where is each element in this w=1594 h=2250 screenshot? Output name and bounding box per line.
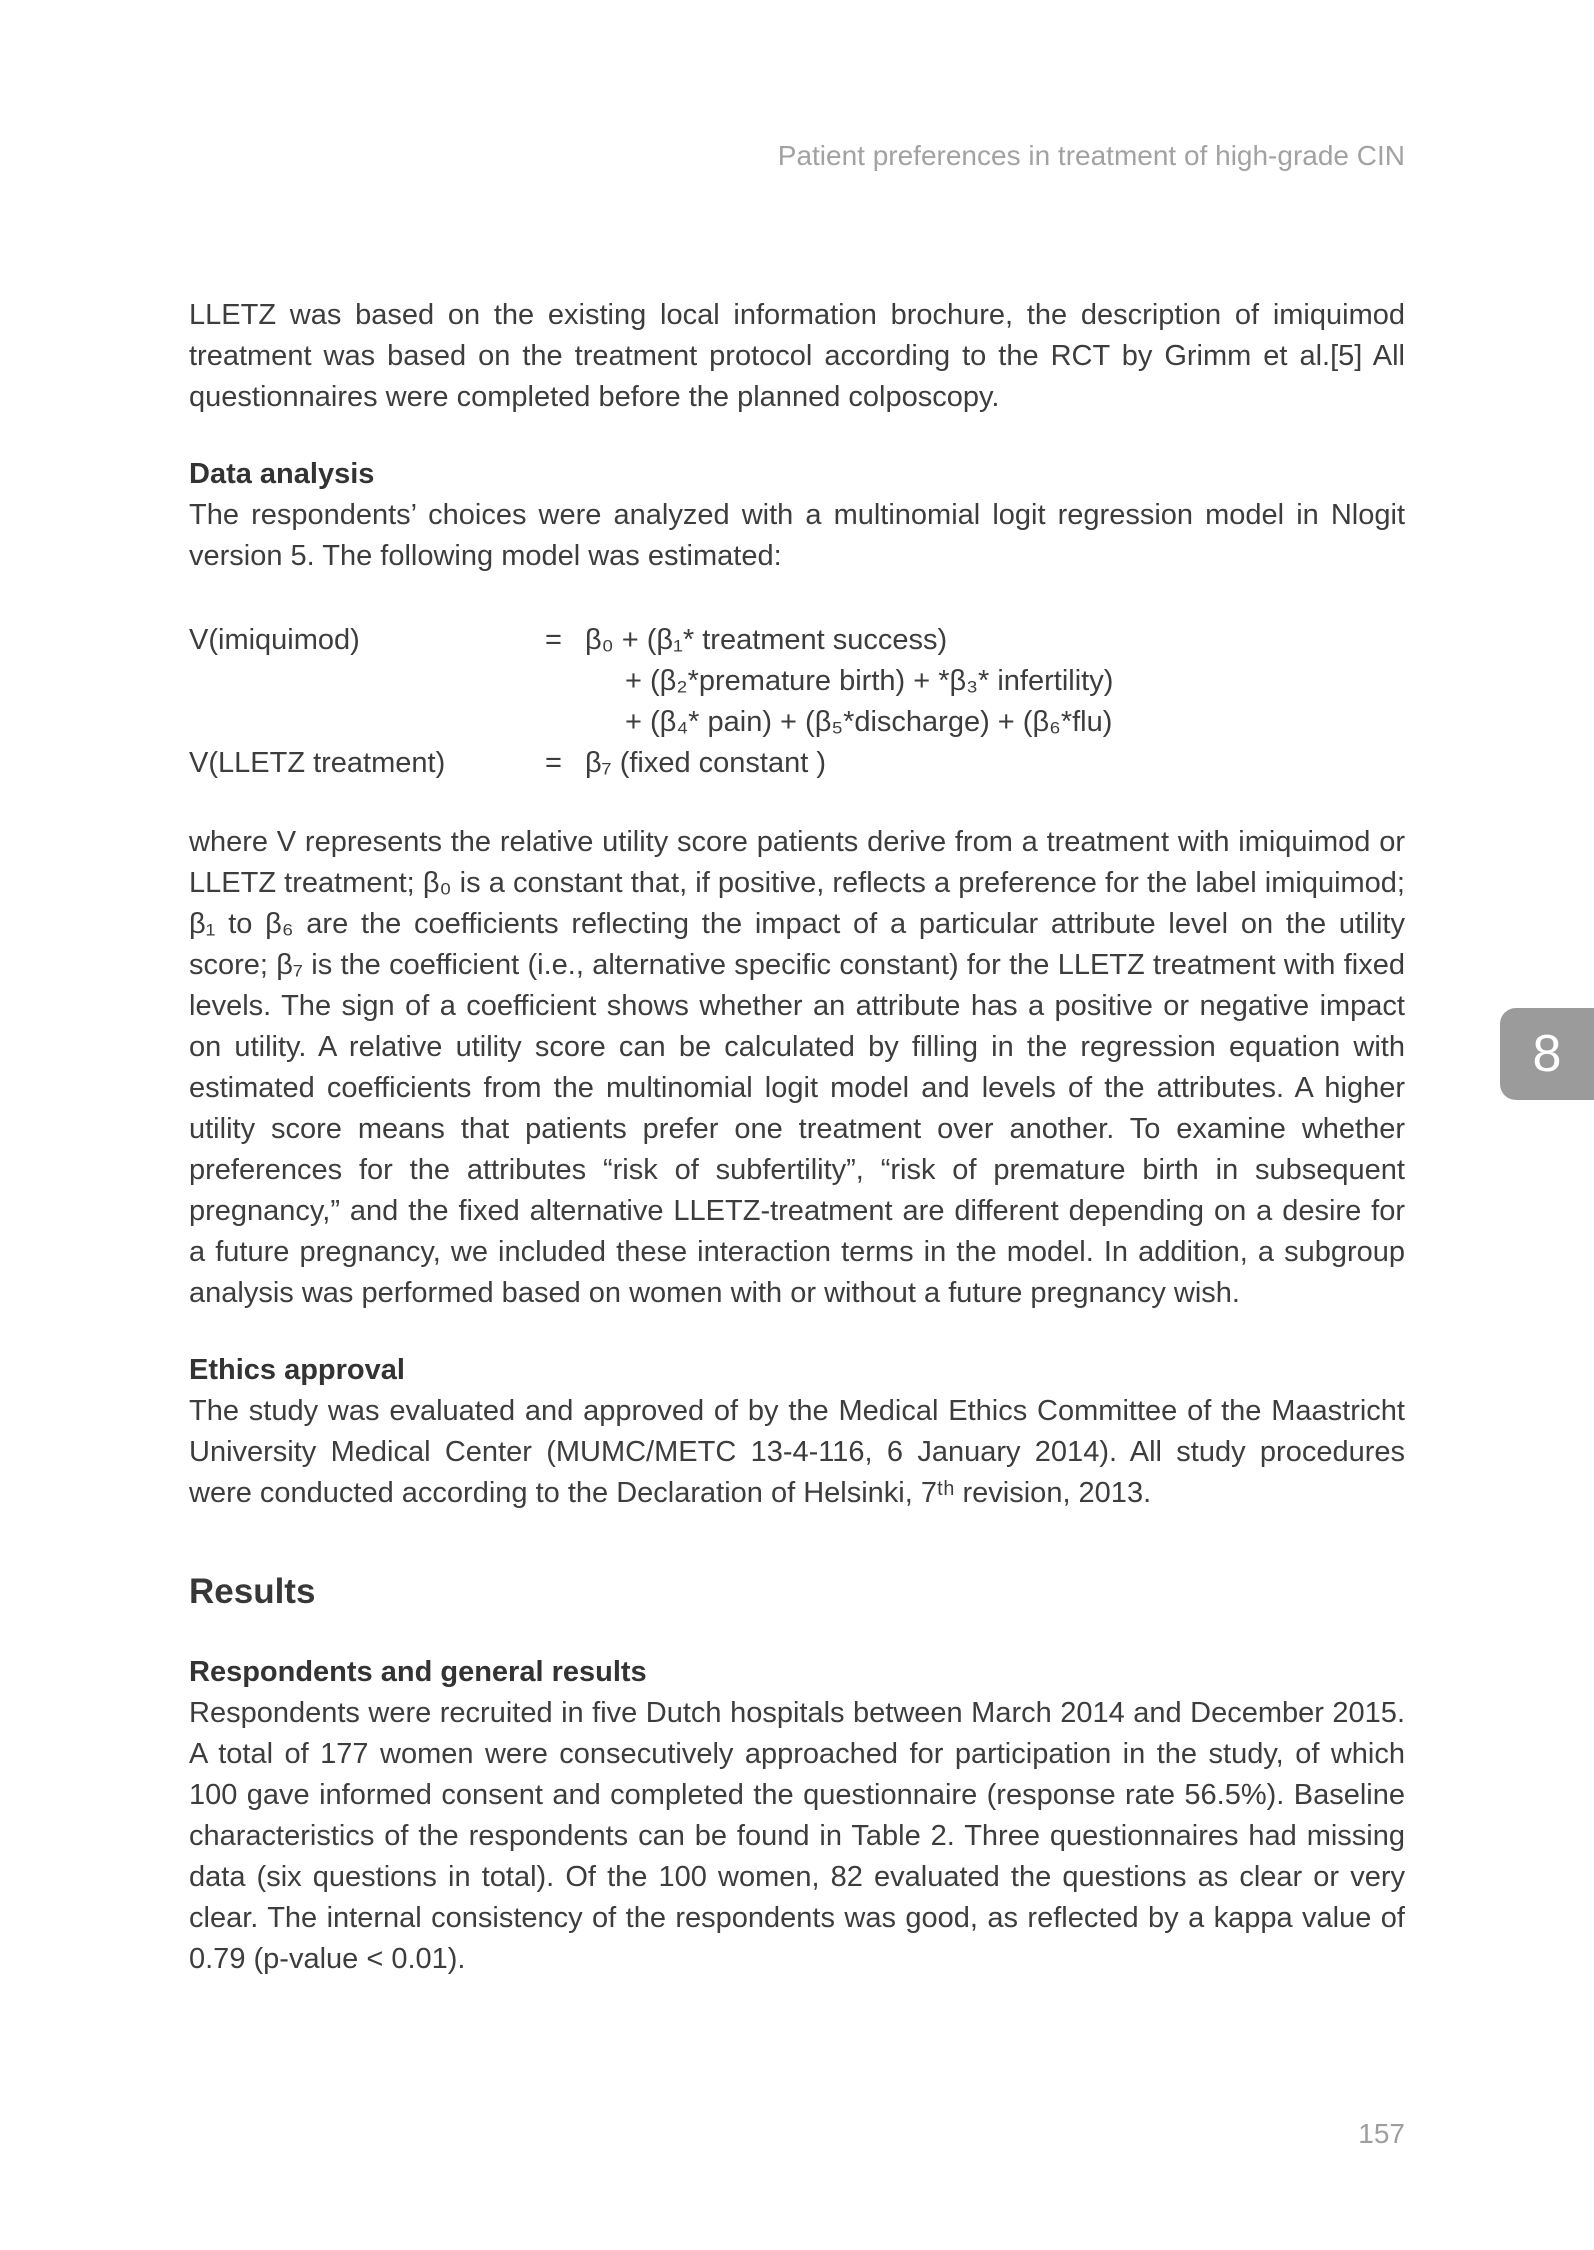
intro-paragraph: LLETZ was based on the existing local information brochure, the description of imiquimod treatment was based on the treatment protocol according to the RCT by Grimm et al.[5] All questionnaires were completed before the planned colposcopy. xyxy=(189,299,1405,413)
equals-sign: = xyxy=(545,624,562,656)
running-header: Patient preferences in treatment of high-grade CIN xyxy=(777,140,1405,171)
equation-row xyxy=(189,702,1405,743)
page-number: 157 xyxy=(1358,2118,1405,2149)
equation-label: V(imiquimod) xyxy=(189,624,360,656)
equation-label: V(LLETZ treatment) xyxy=(189,747,446,779)
equation-label xyxy=(189,702,545,743)
respondents-paragraph: Respondents were recruited in five Dutch hospitals between March 2014 and December 2015. A total of 177 women were consecutively approached for participation in the study, of which 100 gave informed consent and completed the questionnaire (response rate 56.5%). Baseline characteristics of the respondents can be found in Table 2. Three questionnaires had missing data (six questions in total). Of the 100 women, 82 evaluated the questions as clear or very clear. The internal consistency of the respondents was good, as reflected by a kappa value of 0.79 (p-value < 0.01). xyxy=(189,1697,1405,1975)
equals-sign xyxy=(545,661,585,702)
ethics-paragraph: The study was evaluated and approved of by the Medical Ethics Committee of the Maastricht University Medical Center (MUMC/METC 13-4-116, 6 January 2014). All study procedures were conducted according to the Declaration of Helsinki, 7ᵗʰ revision, 2013. xyxy=(189,1395,1405,1509)
equation-row xyxy=(189,743,1405,784)
equation-expression: + (β₄* pain) + (β₅*discharge) + (β₆*flu) xyxy=(625,706,1113,738)
model-equations xyxy=(189,620,1405,784)
heading-results: Results xyxy=(189,1572,316,1611)
equation-expression: β₀ + (β₁* treatment success) xyxy=(585,624,948,656)
text-column xyxy=(189,0,1405,1980)
equation-label xyxy=(189,661,545,702)
equals-sign: = xyxy=(545,747,562,779)
equation-row xyxy=(189,620,1405,661)
where-paragraph: where V represents the relative utility score patients derive from a treatment with imiquimod or LLETZ treatment; β₀ is a constant that, if positive, reflects a preference for the label imiquimod; β₁ to β₆ are the coefficients reflecting the impact of a particular attribute level on the utility score; β₇ is the coefficient (i.e., alternative specific constant) for the LLETZ treatment with fixed levels. The sign of a coefficient shows whether an attribute has a positive or negative impact on utility. A relative utility score can be calculated by filling in the regression equation with estimated coefficients from the multinomial logit model and levels of the attributes. A higher utility score means that patients prefer one treatment over another. To examine whether preferences for the attributes “risk of subfertility”, “risk of premature birth in subsequent pregnancy,” and the fixed alternative LLETZ-treatment are different depending on a desire for a future pregnancy, we included these interaction terms in the model. In addition, a subgroup analysis was performed based on women with or without a future pregnancy wish. xyxy=(189,826,1405,1309)
data-analysis-paragraph: The respondents’ choices were analyzed with a multinomial logit regression model in Nlogit version 5. The following model was estimated: xyxy=(189,499,1405,572)
equation-expression: + (β₂*premature birth) + *β₃* infertility) xyxy=(625,665,1114,697)
heading-ethics-approval: Ethics approval xyxy=(189,1354,405,1386)
heading-respondents-general-results: Respondents and general results xyxy=(189,1656,647,1688)
heading-data-analysis: Data analysis xyxy=(189,458,375,490)
equation-expression: β₇ (fixed constant ) xyxy=(585,747,827,779)
chapter-tab: 8 xyxy=(1500,1008,1594,1100)
equation-row xyxy=(189,661,1405,702)
equals-sign xyxy=(545,702,585,743)
